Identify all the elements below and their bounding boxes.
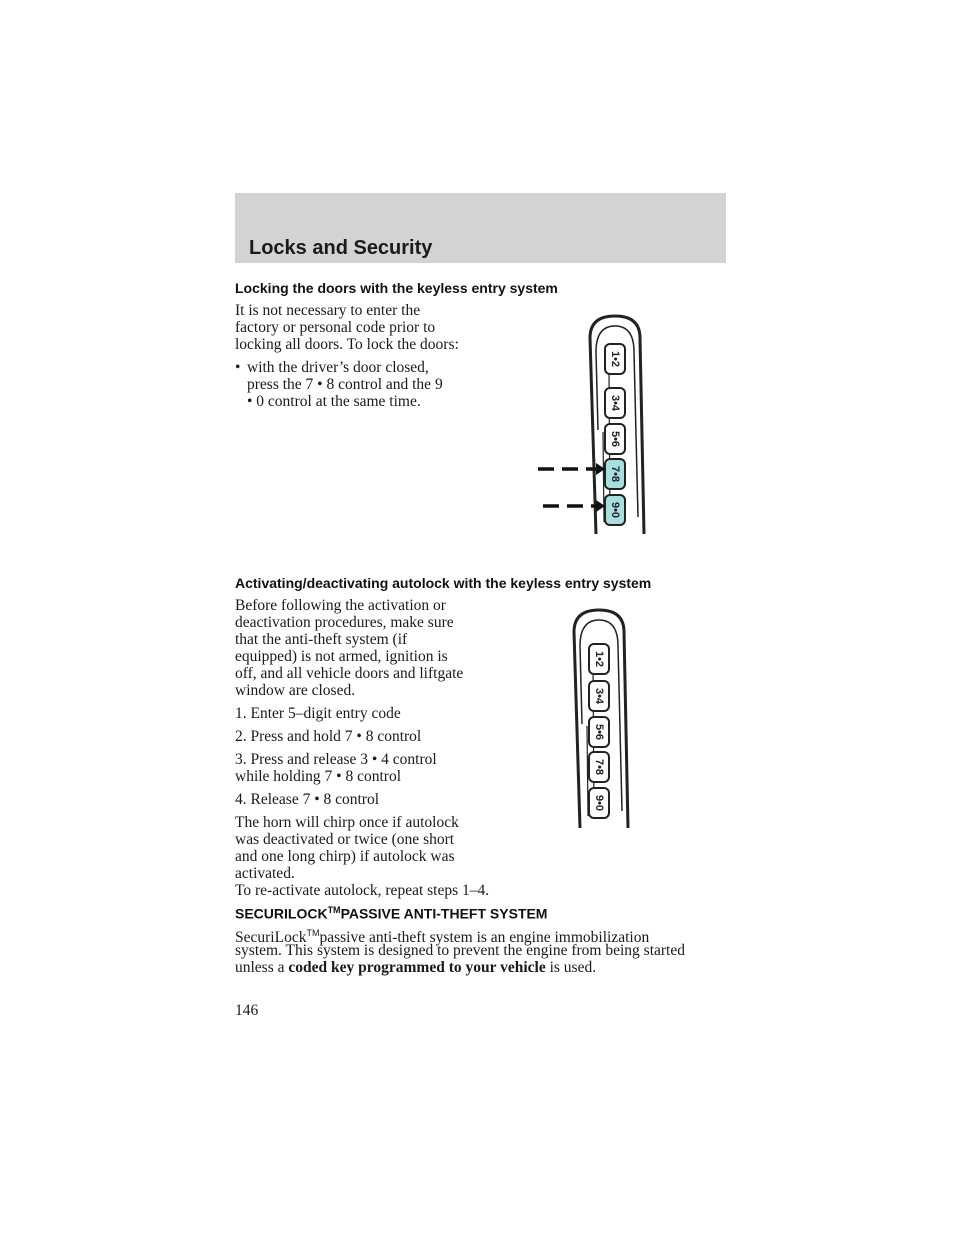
keypad-label: 3•4 [593, 687, 606, 705]
locking-heading: Locking the doors with the keyless entry system [235, 280, 558, 296]
keypad-label: 7•8 [593, 758, 606, 776]
text-span: unless a [235, 959, 289, 976]
keypad-label: 7•8 [609, 465, 622, 483]
intro-line: window are closed. [235, 682, 356, 699]
step-item: 1. Enter 5–digit entry code [235, 705, 401, 722]
keypad-label: 9•0 [609, 501, 622, 519]
step-item: 4. Release 7 • 8 control [235, 791, 380, 808]
heading-part: PASSIVE ANTI-THEFT SYSTEM [340, 905, 548, 922]
step-item: 2. Press and hold 7 • 8 control [235, 728, 422, 745]
keypad-label: 1•2 [609, 350, 622, 368]
keypad-label: 5•6 [593, 723, 606, 741]
keypad-button-5-6 [589, 717, 609, 747]
section-header-band [235, 193, 726, 263]
trademark-mark: TM [327, 905, 341, 915]
bullet-line: • 0 control at the same time. [247, 393, 421, 410]
securilock-line: system. This system is designed to prevent the engine from being started [235, 942, 685, 959]
reactivate-line: To re-activate autolock, repeat steps 1–4. [235, 882, 490, 899]
intro-line: equipped) is not armed, ignition is [235, 648, 448, 665]
autolock-heading: Activating/deactivating autolock with the keyless entry system [235, 575, 652, 591]
keypad-button-3-4 [589, 681, 609, 711]
bullet-line: with the driver’s door closed, [247, 359, 429, 376]
keypad-button-1-2 [589, 644, 609, 674]
bullet-symbol: • [235, 359, 241, 376]
step-item: 3. Press and release 3 • 4 control [235, 751, 437, 768]
keypad-label: 9•0 [593, 794, 606, 812]
keypad-button-9-0-highlighted [605, 495, 625, 525]
keypad-label: 5•6 [609, 430, 622, 448]
keypad-button-5-6 [605, 424, 625, 454]
step-item: while holding 7 • 8 control [235, 768, 402, 785]
text-span: is used. [545, 959, 597, 976]
keypad-illustration-autolock [560, 606, 660, 831]
keypad-button-1-2 [605, 344, 625, 374]
keypad-label: 3•4 [609, 394, 622, 412]
section1-line: factory or personal code prior to [235, 319, 436, 336]
securilock-line [235, 959, 596, 976]
section-title: Locks and Security [249, 237, 433, 259]
keypad-button-7-8-highlighted [605, 459, 625, 489]
emphasis-text: coded key programmed to your vehicle [288, 959, 546, 976]
section1-line: locking all doors. To lock the doors: [235, 336, 459, 353]
keypad-button-9-0 [589, 788, 609, 818]
keypad-button-7-8 [589, 752, 609, 782]
outcome-line: and one long chirp) if autolock was [235, 848, 455, 865]
outcome-line: activated. [235, 865, 295, 882]
securilock-heading [235, 905, 547, 922]
intro-line: that the anti-theft system (if [235, 631, 408, 648]
page-number: 146 [235, 1002, 259, 1019]
text-span: passive anti-theft system is an engine immobilization [319, 929, 650, 947]
section1-line: It is not necessary to enter the [235, 302, 421, 319]
keypad-illustration-lock [538, 312, 663, 537]
text-span: SecuriLock [235, 929, 307, 947]
outcome-line: The horn will chirp once if autolock [235, 814, 459, 831]
bullet-line: press the 7 • 8 control and the 9 [247, 376, 443, 393]
intro-line: deactivation procedures, make sure [235, 614, 454, 631]
trademark-mark: TM [306, 928, 320, 938]
keypad-label: 1•2 [593, 650, 606, 668]
heading-part: SECURILOCK [235, 905, 328, 922]
intro-line: off, and all vehicle doors and liftgate [235, 665, 464, 682]
keypad-button-3-4 [605, 388, 625, 418]
outcome-line: was deactivated or twice (one short [235, 831, 455, 848]
bullet-item [235, 359, 429, 376]
intro-line: Before following the activation or [235, 597, 446, 614]
